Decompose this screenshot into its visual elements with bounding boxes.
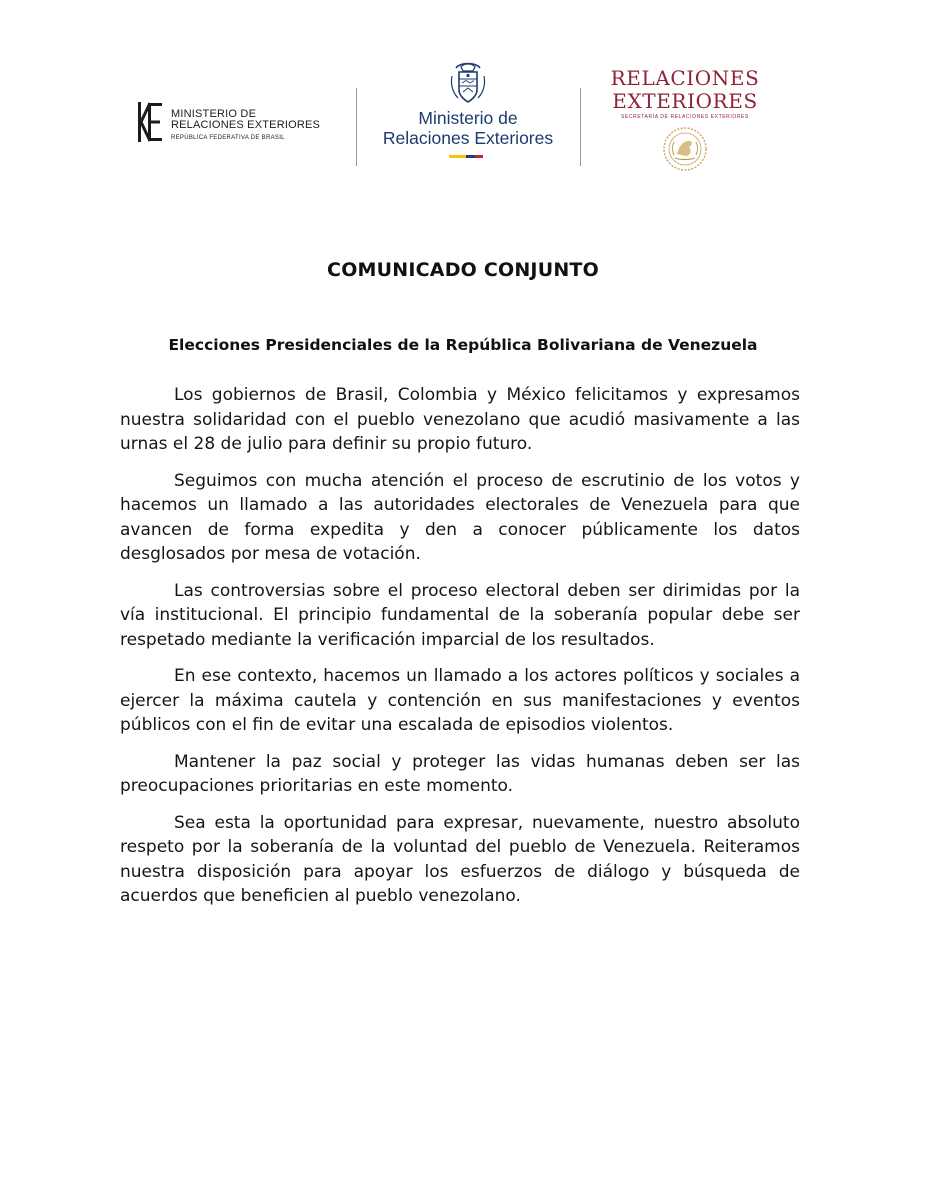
letterhead	[0, 0, 926, 190]
paragraph: Mantener la paz social y proteger las vidas humanas deben ser las preocupaciones prioritarias en este momento.	[120, 751, 800, 796]
letterhead-divider	[580, 88, 581, 166]
paragraph: En ese contexto, hacemos un llamado a los actores políticos y sociales a ejercer la máxima cautela y contención en sus manifestaciones y eventos públicos con el fin de evitar una escalada de episodios violentos.	[120, 666, 800, 735]
colombia-logo-line1: Ministerio de	[418, 108, 518, 128]
paragraph: Las controversias sobre el proceso electoral deben ser dirimidas por la vía institucional. El principio fundamental de la soberanía popular debe ser respetado mediante la verificación imparcial de los resultados.	[120, 580, 800, 650]
document-subtitle: Elecciones Presidenciales de la República Bolivariana de Venezuela	[168, 336, 758, 354]
flag-blue	[466, 155, 475, 158]
brazil-logo-line3: REPÚBLICA FEDERATIVA DE BRASIL	[171, 135, 285, 141]
document-title: COMUNICADO CONJUNTO	[327, 259, 599, 281]
letterhead-divider	[356, 88, 357, 166]
mexico-ministry-logo	[596, 64, 774, 174]
colombia-ministry-logo	[364, 60, 572, 170]
brazil-logo-line2: RELACIONES EXTERIORES	[171, 119, 321, 131]
brazil-ministry-emblem-icon	[136, 100, 166, 144]
flag-yellow	[449, 155, 466, 158]
brazil-ministry-logo	[136, 98, 341, 146]
paragraph: Seguimos con mucha atención el proceso de escrutinio de los votos y hacemos un llamado a las autoridades electorales de Venezuela para que avancen de forma expedita y den a conocer públicamente los datos desglosados por mesa de votación.	[120, 470, 800, 564]
document-body	[120, 383, 800, 921]
mexico-logo-line2: EXTERIORES	[612, 89, 758, 113]
colombia-coat-of-arms-icon	[448, 60, 488, 106]
brazil-logo-line1: MINISTERIO DE	[171, 108, 257, 120]
paragraph: Los gobiernos de Brasil, Colombia y México felicitamos y expresamos nuestra solidaridad con el pueblo venezolano que acudió masivamente a las urnas el 28 de julio para definir su propio futuro.	[120, 385, 800, 454]
mexico-logo-line1: RELACIONES	[610, 66, 760, 90]
mexico-logo-line3: SECRETARÍA DE RELACIONES EXTERIORES	[621, 114, 749, 120]
flag-red	[475, 155, 483, 158]
colombia-flag-stripe	[449, 155, 483, 158]
mexico-national-seal-icon	[662, 126, 708, 172]
colombia-logo-line2: Relaciones Exteriores	[382, 128, 554, 148]
paragraph: Sea esta la oportunidad para expresar, nuevamente, nuestro absoluto respeto por la soberanía de la voluntad del pueblo de Venezuela. Reiteramos nuestra disposición para apoyar los esfuerzos de diálogo y búsqueda de acuerdos que beneficien al pueblo venezolano.	[120, 812, 800, 906]
